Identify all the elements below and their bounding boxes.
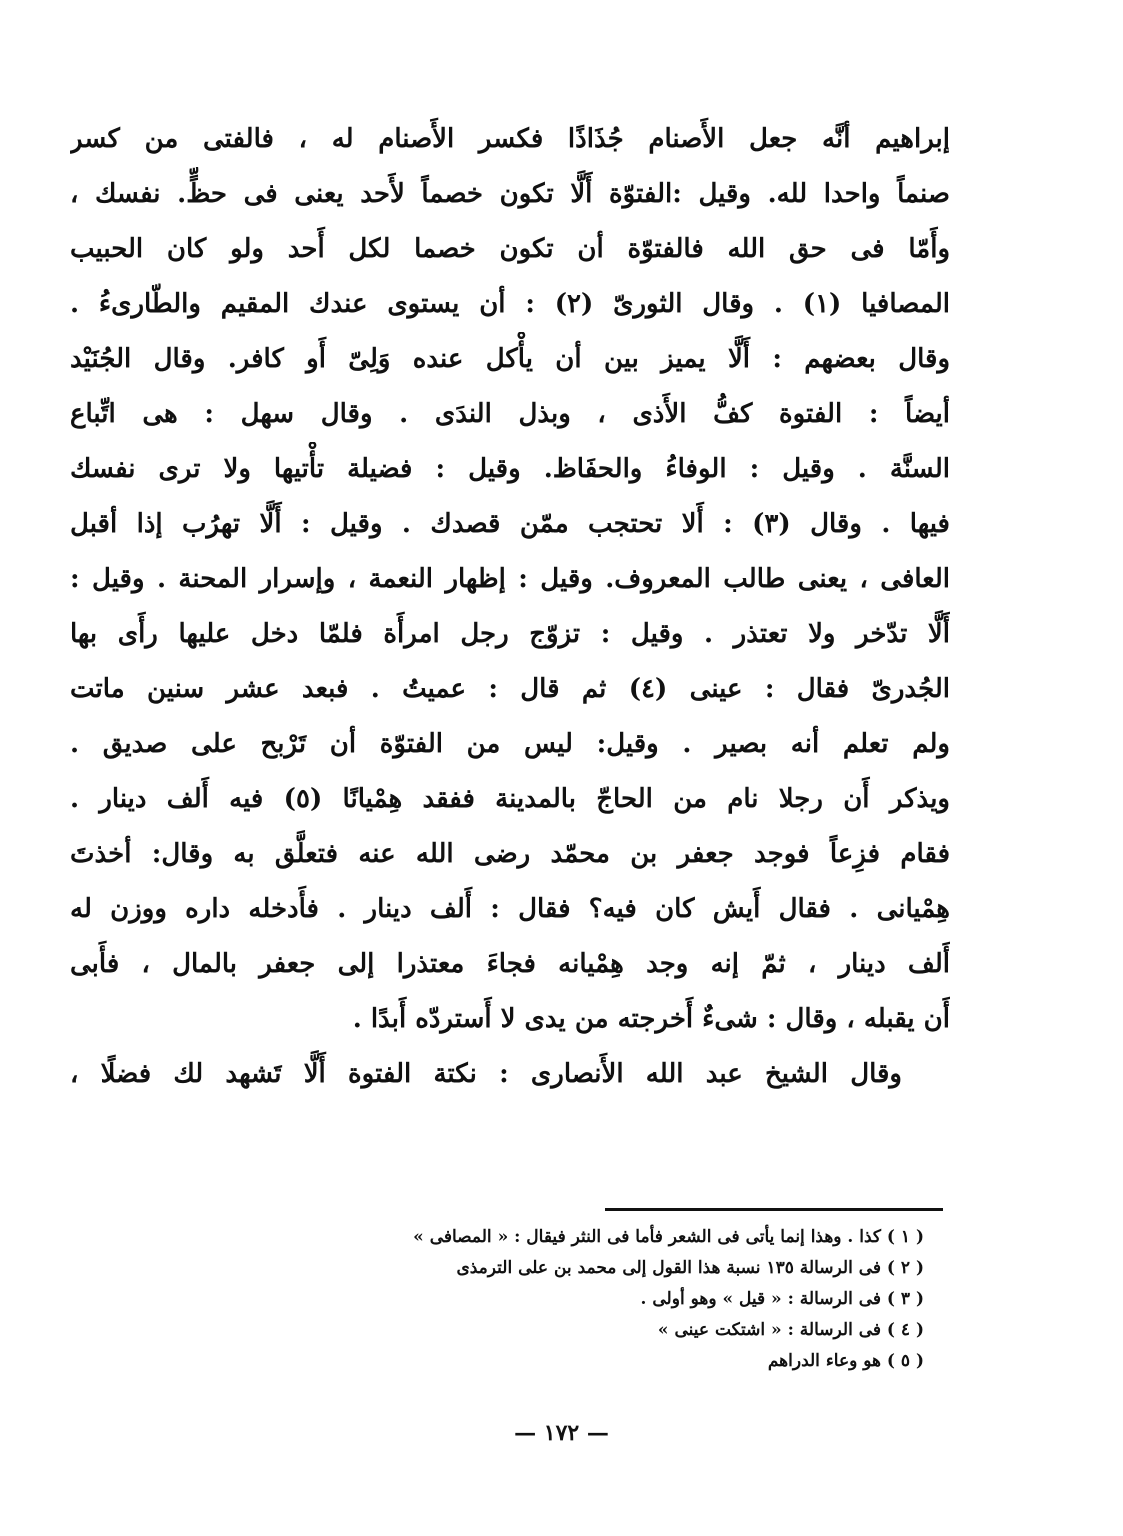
footnotes [300, 1222, 924, 1377]
text-line: فقام فزِعاً فوجد جعفر بن محمّد رضى الله عنه فتعلَّق به وقال: أخذتَ [70, 839, 950, 869]
text-line: وقال الشيخ عبد الله الأَنصارى : نكتة الفتوة أَلَّا تَشهد لك فضلًا ، [70, 1059, 902, 1089]
text-line: فيها . وقال (٣) : أَلا تحتجب ممّن قصدك . وقيل : أَلَّا تهرُب إذا أقبل [70, 509, 950, 539]
text-line: أَلَّا تدّخر ولا تعتذر . وقيل : تزوّج رجل امرأَة فلمّا دخل عليها رأَى بها [70, 619, 950, 649]
text-line: إبراهيم أنَّه جعل الأَصنام جُذَاذًا فكسر الأَصنام له ، فالفتى من كسر [70, 124, 950, 154]
footnote-separator [605, 1208, 943, 1211]
text-line: أيضاً : الفتوة كفُّ الأَذى ، وبذل الندَى . وقال سهل : هى اتِّباع [70, 399, 950, 429]
text-line: صنماً واحدا لله. وقيل :الفتوّة أَلَّا تكون خصماً لأَحد يعنى فى حظٍّ. نفسك ، [70, 179, 950, 209]
text-line: هِمْيانى . فقال أَيش كان فيه؟ فقال : أَلف دينار . فأَدخله داره ووزن له [70, 894, 950, 924]
footnote: ( ٢ ) فى الرسالة ١٣٥ نسبة هذا القول إلى محمد بن على الترمذى [456, 1258, 924, 1278]
text-line: وأَمّا فى حق الله فالفتوّة أن تكون خصما لكل أَحد ولو كان الحبيب [70, 234, 950, 264]
text-line: وقال بعضهم : أَلَّا يميز بين أن يأْكل عنده وَلِىّ أَو كافر. وقال الجُنَيْد [70, 344, 950, 374]
text-line: المصافيا (١) . وقال الثورىّ (٢) : أن يستوى عندك المقيم والطّارىءُ . [70, 289, 950, 319]
text-line: السنَّة . وقيل : الوفاءُ والحفَاظ. وقيل : فضيلة تأْتيها ولا ترى نفسك [70, 454, 950, 484]
footnote: ( ٣ ) فى الرسالة : « قيل » وهو أولى . [640, 1289, 924, 1309]
text-line: العافى ، يعنى طالب المعروف. وقيل : إظهار النعمة ، وإسرار المحنة . وقيل : [70, 564, 950, 594]
footnote: ( ١ ) كذا . وهذا إنما يأتى فى الشعر فأما فى النثر فيقال : « المصافى » [413, 1227, 924, 1247]
text-line: ويذكر أَن رجلا نام من الحاجّ بالمدينة ففقد هِمْيانًا (٥) فيه أَلف دينار . [70, 784, 950, 814]
text-line: ولم تعلم أنه بصير . وقيل: ليس من الفتوّة أن تَرْبح على صديق . [70, 729, 950, 759]
main-text [70, 112, 950, 1102]
text-line: الجُدرىّ فقال : عينى (٤) ثم قال : عميتُ . فبعد عشر سنين ماتت [70, 674, 950, 704]
footnote: ( ٤ ) فى الرسالة : « اشتكت عينى » [657, 1320, 924, 1340]
text-line: أَن يقبله ، وقال : شىءٌ أَخرجته من يدى لا أَستردّه أَبدًا . [352, 1004, 950, 1034]
text-line: أَلف دينار ، ثمّ إنه وجد هِمْيانه فجاءَ معتذرا إلى جعفر بالمال ، فأَبى [70, 949, 950, 979]
footnote: ( ٥ ) هو وعاء الدراهم [767, 1351, 924, 1371]
page-number: — ١٧٢ — [514, 1420, 609, 1446]
